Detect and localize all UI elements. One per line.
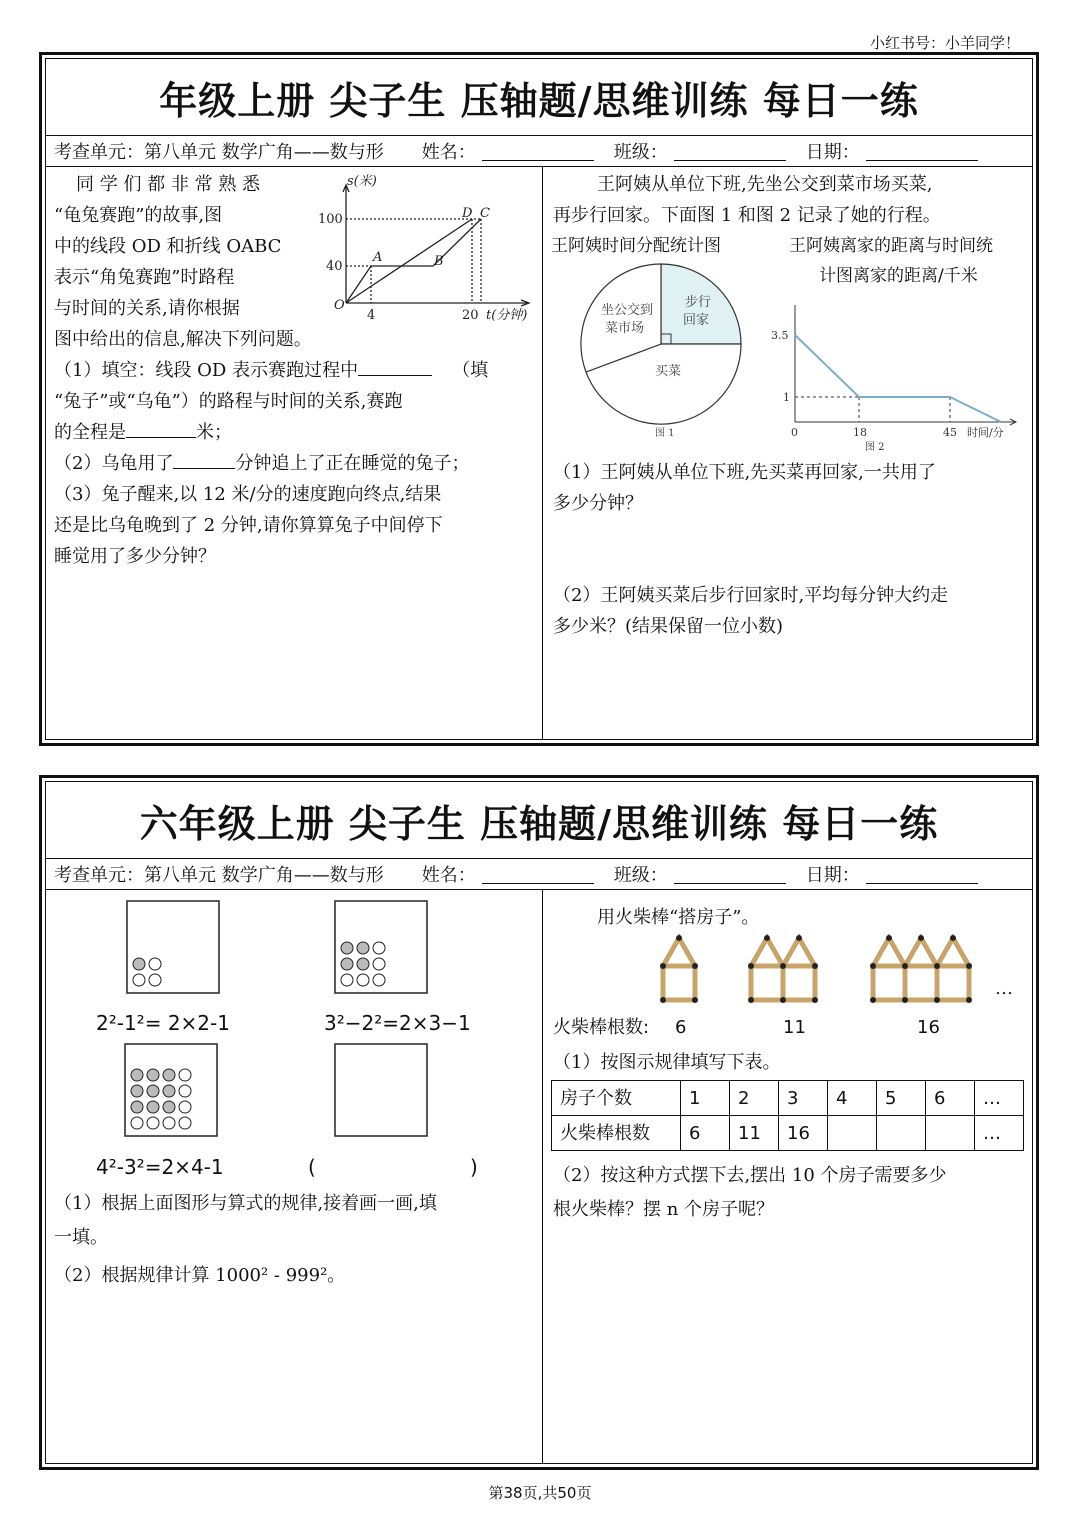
matchstick-houses [655, 932, 1035, 1012]
problem-commute [543, 167, 1032, 739]
race-line-5: 与时间的关系,请你根据 [54, 298, 240, 319]
pie-label-walk-1: 步行 [685, 295, 712, 310]
name-label: 姓名： [421, 142, 476, 163]
race-line-2: “龟兔赛跑”的故事,图 [54, 205, 223, 226]
race-line-6: 图中给出的信息,解决下列问题。 [54, 329, 312, 350]
houses-ellipsis: … [995, 978, 1013, 999]
dist-y-tick-3.5: 3.5 [771, 329, 789, 342]
equation-4-blank[interactable] [324, 1154, 464, 1176]
class-label: 班级： [613, 142, 668, 163]
table-cell: … [975, 1081, 1024, 1116]
worksheet-1-title: 年级上册 尖子生 压轴题/思维训练 每日一练 [46, 59, 1032, 136]
date-blank[interactable] [866, 142, 978, 161]
squares-q1-line-2: 一填。 [54, 1227, 108, 1248]
table-cell: 6 [926, 1081, 975, 1116]
pie-caption: 图 1 [655, 428, 675, 439]
house-3-roof [873, 938, 969, 966]
equation-2: 3²−2²=2×3−1 [324, 1011, 471, 1035]
square-figure-2 [126, 900, 221, 995]
race-line-4: 表示“角兔赛跑”时路程 [54, 267, 235, 288]
name-label: 姓名： [421, 865, 476, 886]
y-tick-100: 100 [318, 212, 343, 227]
equation-4-close: ) [470, 1155, 478, 1179]
date-blank[interactable] [866, 865, 978, 884]
table-cell: 6 [681, 1116, 730, 1151]
segment-OD [346, 219, 472, 303]
unit-label: 考查单元：第八单元 数学广角——数与形 [54, 142, 384, 163]
commute-intro-1: 王阿姨从单位下班,先坐公交到菜市场买菜, [597, 174, 933, 195]
race-line-3: 中的线段 OD 和折线 OABC [54, 236, 282, 257]
count-3: 16 [917, 1017, 940, 1038]
table-cell-blank[interactable] [828, 1116, 877, 1151]
table-cell: 2 [730, 1081, 779, 1116]
house-1-roof [663, 938, 695, 966]
table-cell-blank[interactable] [877, 1116, 926, 1151]
commute-q2-line-2: 多少米？(结果保留一位小数) [553, 616, 784, 637]
problem-race [46, 167, 543, 739]
worksheet-2-info-bar [46, 859, 1032, 890]
race-q3-line-2: 还是比乌龟晚到了 2 分钟,请你算算兔子中间停下 [54, 515, 443, 536]
squares-q2: （2）根据规律计算 1000² - 999²。 [54, 1265, 346, 1286]
pie-label-bus-2: 菜市场 [605, 321, 645, 336]
date-label: 日期： [805, 865, 860, 886]
race-q3-line-3: 睡觉用了多少分钟？ [54, 546, 216, 567]
name-blank[interactable] [482, 865, 594, 884]
dist-y-tick-1: 1 [783, 391, 790, 404]
equation-3: 4²-3²=2×4-1 [96, 1155, 224, 1179]
race-q2: （2）乌龟用了 分钟追上了正在睡觉的兔子； [54, 448, 469, 479]
pie-label-bus-1: 坐公交到 [601, 303, 654, 318]
race-q1-cont: “兔子”或“乌龟”）的路程与时间的关系,赛跑 [54, 391, 403, 412]
class-label: 班级： [613, 865, 668, 886]
commute-q1-line-1: （1）王阿姨从单位下班,先买菜再回家,一共用了 [553, 462, 936, 483]
race-q1-end: 的全程是 米； [54, 417, 232, 448]
line-chart-title-2: 计图离家的距离/千米 [819, 266, 978, 286]
commute-q2-line-1: （2）王阿姨买菜后步行回家时,平均每分钟大约走 [553, 585, 949, 606]
point-B: B [434, 254, 444, 269]
distance-line [795, 335, 1001, 422]
matchstick-count-label: 火柴棒根数: [553, 1017, 650, 1038]
table-cell: 16 [779, 1116, 828, 1151]
equation-4-open: ( [308, 1155, 316, 1179]
table-cell: 3 [779, 1081, 828, 1116]
house-2-roof [751, 938, 815, 966]
table-cell-blank[interactable] [926, 1116, 975, 1151]
worksheet-1 [39, 52, 1039, 746]
race-x-label: t(分钟) [486, 308, 528, 323]
class-blank[interactable] [674, 865, 786, 884]
table-cell: 1 [681, 1081, 730, 1116]
dist-x-tick-0: 0 [791, 426, 798, 439]
matchstick-intro: 用火柴棒“搭房子”。 [597, 907, 760, 928]
pie-chart-title: 王阿姨时间分配统计图 [551, 236, 721, 256]
date-label: 日期： [805, 142, 860, 163]
table-row [552, 1116, 1024, 1151]
polyline-OABC [346, 219, 481, 303]
name-blank[interactable] [482, 142, 594, 161]
x-tick-20: 20 [462, 308, 479, 323]
line-caption: 图 2 [865, 442, 885, 453]
commute-intro-2: 再步行回家。下面图 1 和图 2 记录了她的行程。 [553, 205, 941, 226]
commute-q1-line-2: 多少分钟？ [553, 493, 643, 514]
pie-label-walk-2: 回家 [683, 313, 710, 328]
race-q1: （1）填空：线段 OD 表示赛跑过程中 （填 [54, 355, 488, 386]
race-q2-blank[interactable] [173, 448, 235, 469]
dist-x-tick-18: 18 [853, 426, 867, 439]
worksheet-2 [39, 775, 1039, 1470]
table-row [552, 1081, 1024, 1116]
unit-label: 考查单元：第八单元 数学广角——数与形 [54, 865, 384, 886]
matchstick-q1: （1）按图示规律填写下表。 [553, 1052, 781, 1073]
table-cell: … [975, 1116, 1024, 1151]
matchstick-q2-line-2: 根火柴棒？摆 n 个房子呢？ [553, 1199, 775, 1220]
race-q1-blank-1[interactable] [358, 355, 432, 376]
square-figure-4 [124, 1043, 219, 1138]
table-cell: 4 [828, 1081, 877, 1116]
race-q1-blank-2[interactable] [126, 417, 196, 438]
point-C: C [480, 206, 490, 221]
worksheet-2-title: 六年级上册 尖子生 压轴题/思维训练 每日一练 [46, 782, 1032, 859]
problem-squares [46, 890, 543, 1463]
table-row-header: 火柴棒根数 [552, 1116, 681, 1151]
count-1: 6 [675, 1017, 687, 1038]
equation-1: 2²-1²= 2×2-1 [96, 1011, 230, 1035]
race-graph [316, 173, 541, 321]
pie-label-buy: 买菜 [655, 364, 682, 379]
race-q3-line-1: （3）兔子醒来,以 12 米/分的速度跑向终点,结果 [54, 484, 442, 505]
square-figure-3 [334, 900, 429, 995]
table-cell: 5 [877, 1081, 926, 1116]
table-cell: 11 [730, 1116, 779, 1151]
y-tick-40: 40 [326, 259, 343, 274]
page-footer: 第38页,共50页 [488, 1484, 592, 1502]
squares-q1-line-1: （1）根据上面图形与算式的规律,接着画一画,填 [54, 1193, 437, 1214]
square-figure-empty[interactable] [334, 1043, 429, 1138]
house-1-body [663, 966, 695, 1000]
count-2: 11 [783, 1017, 806, 1038]
worksheet-1-info-bar [46, 136, 1032, 167]
race-y-label: s(米) [347, 174, 377, 189]
matchstick-table [551, 1080, 1024, 1151]
race-line-1: 同 学 们 都 非 常 熟 悉 [76, 174, 261, 195]
line-chart-title-1: 王阿姨离家的距离与时间统 [789, 236, 993, 256]
pie-chart [579, 262, 749, 437]
race-origin: O [334, 298, 345, 313]
watermark: 小红书号：小羊同学！ [869, 34, 1020, 52]
class-blank[interactable] [674, 142, 786, 161]
point-A: A [373, 250, 383, 265]
x-tick-4: 4 [367, 308, 376, 323]
dist-x-tick-45: 45 [943, 426, 957, 439]
problem-matchsticks [543, 890, 1032, 1463]
distance-line-chart [765, 297, 1025, 453]
matchstick-q2-line-1: （2）按这种方式摆下去,摆出 10 个房子需要多少 [553, 1165, 947, 1186]
point-D: D [462, 206, 473, 221]
table-row-header: 房子个数 [552, 1081, 681, 1116]
dist-x-label: 时间/分 [967, 426, 1004, 439]
